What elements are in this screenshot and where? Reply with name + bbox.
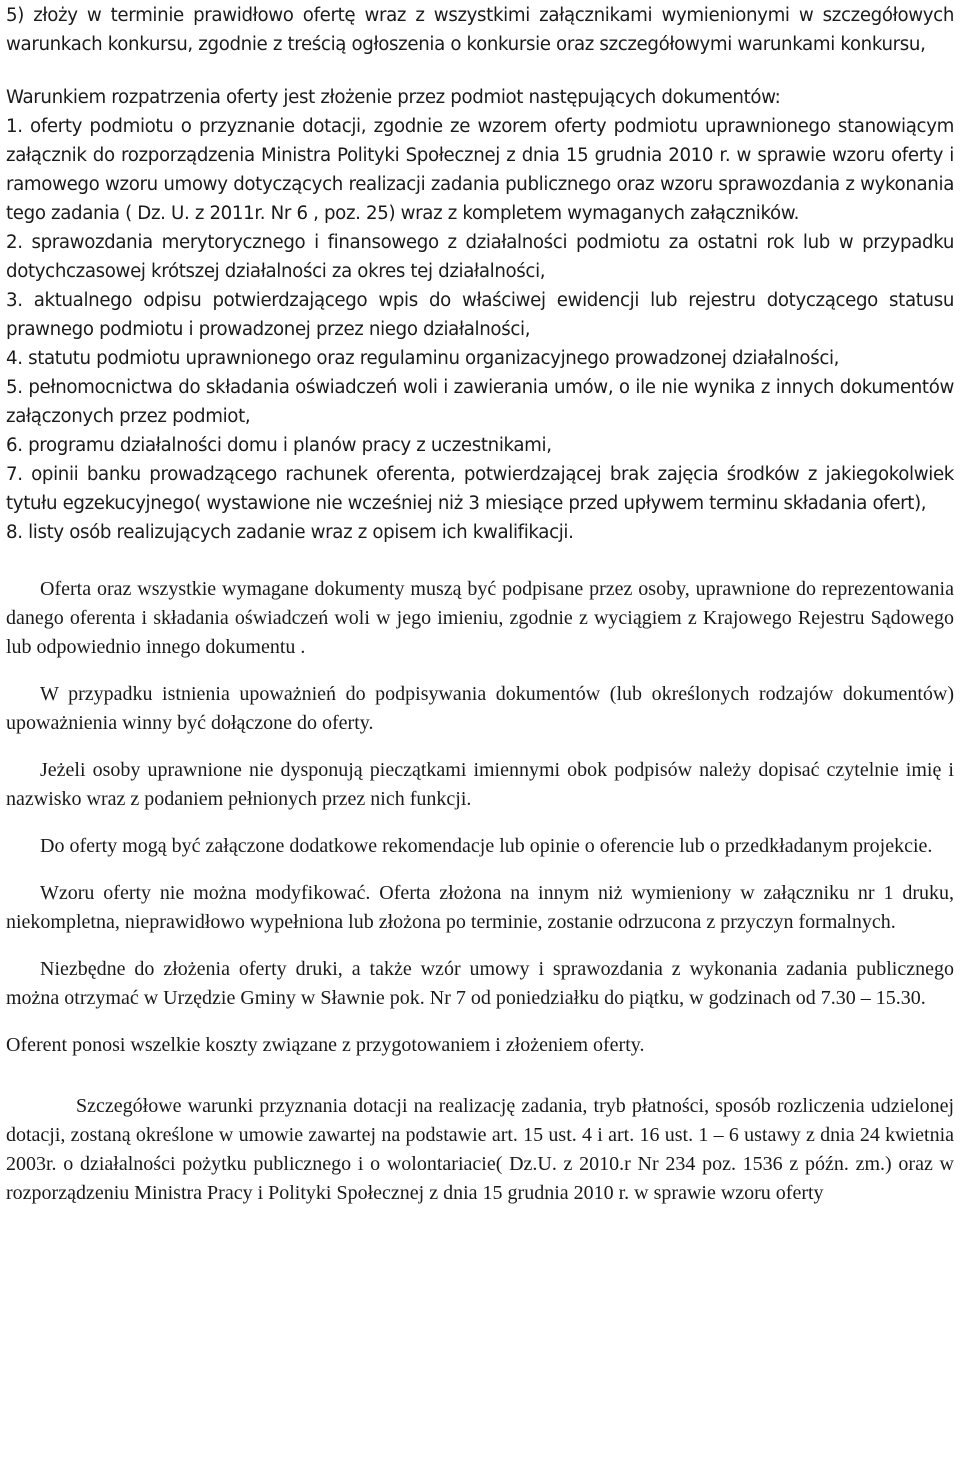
document-item-8: 8. listy osób realizujących zadanie wraz z opisem ich kwalifikacji. (6, 522, 574, 543)
form-paragraph: Wzoru oferty nie można modyfikować. Oferta złożona na innym niż wymieniony w załączniku nr 1 druku, niekompletna, nieprawidłowo wypełniona lub złożona po terminie, zostanie odrzucona z przyczyn formalnych. (6, 882, 954, 933)
document-item-1: 1. oferty podmiotu o przyznanie dotacji, zgodnie ze wzorem oferty podmiotu uprawnionego stanowiącym załącznik do rozporządzenia Ministra Polityki Społecznej z dnia 15 grudnia 2010 r. w sprawie wzoru oferty i ramowego wzoru umowy dotyczących realizacji zadania publicznego oraz wzoru sprawozdania z wykonania tego zadania ( Dz. U. z 2011r. Nr 6 , poz. 25) wraz z kompletem wymaganych załączników. (6, 116, 954, 224)
item-5-paragraph: 5) złoży w terminie prawidłowo ofertę wraz z wszystkimi załącznikami wymienionymi w szczegółowych warunkach konkursu, zgodnie z treścią ogłoszenia o konkursie oraz szczegółowymi warunkami konkursu, (6, 5, 954, 55)
document-item-5: 5. pełnomocnictwa do składania oświadczeń woli i zawierania umów, o ile nie wynika z innych dokumentów załączonych przez podmiot, (6, 377, 954, 427)
document-item-4: 4. statutu podmiotu uprawnionego oraz regulaminu organizacyjnego prowadzonej działalności, (6, 348, 840, 369)
document-item-7: 7. opinii banku prowadzącego rachunek oferenta, potwierdzającej brak zajęcia środków z jakiegokolwiek tytułu egzekucyjnego( wystawione nie wcześniej niż 3 miesiące przed upływem terminu składania ofert), (6, 464, 954, 514)
required-documents-list (6, 112, 954, 547)
grant-conditions-paragraph: Szczegółowe warunki przyznania dotacji na realizację zadania, tryb płatności, sposób rozliczenia udzielonej dotacji, zostaną określone w umowie zawartej na podstawie art. 15 ust. 4 i art. 16 ust. 1 – 6 ustawy z dnia 24 kwietnia 2003r. o działalności pożytku publicznego i o wolontariacie( Dz.U. z 2010.r Nr 234 poz. 1536 z późn. zm.) oraz w rozporządzeniu Ministra Pracy i Polityki Społecznej z dnia 15 grudnia 2010 r. w sprawie wzoru oferty (6, 1095, 954, 1204)
authorization-paragraph: W przypadku istnienia upoważnień do podpisywania dokumentów (lub określonych rodzajów dokumentów) upoważnienia winny być dołączone do oferty. (6, 683, 954, 734)
recommendations-paragraph: Do oferty mogą być załączone dodatkowe rekomendacje lub opinie o oferencie lub o przedkładanym projekcie. (40, 835, 933, 857)
signatures-paragraph: Oferta oraz wszystkie wymagane dokumenty muszą być podpisane przez osoby, uprawnione do reprezentowania danego oferenta i składania oświadczeń woli w jego imieniu, zgodnie z wyciągiem z Krajowego Rejestru Sądowego lub odpowiednio innego dokumentu . (6, 578, 954, 658)
document-item-6: 6. programu działalności domu i planów pracy z uczestnikami, (6, 435, 552, 456)
costs-paragraph: Oferent ponosi wszelkie koszty związane z przygotowaniem i złożeniem oferty. (6, 1034, 645, 1056)
document-page (6, 0, 954, 1208)
stamps-paragraph: Jeżeli osoby uprawnione nie dysponują pieczątkami imiennymi obok podpisów należy dopisać czytelnie imię i nazwisko wraz z podaniem pełnionych przez nich funkcji. (6, 759, 954, 810)
document-item-2: 2. sprawozdania merytorycznego i finansowego z działalności podmiotu za ostatni rok lub w przypadku dotychczasowej krótszej działalności za okres tej działalności, (6, 232, 954, 282)
condition-intro: Warunkiem rozpatrzenia oferty jest złożenie przez podmiot następujących dokumentów: (6, 87, 781, 108)
document-item-3: 3. aktualnego odpisu potwierdzającego wpis do właściwej ewidencji lub rejestru dotyczącego statusu prawnego podmiotu i prowadzonej przez niego działalności, (6, 290, 954, 340)
forms-available-paragraph: Niezbędne do złożenia oferty druki, a także wzór umowy i sprawozdania z wykonania zadania publicznego można otrzymać w Urzędzie Gminy w Sławnie pok. Nr 7 od poniedziałku do piątku, w godzinach od 7.30 – 15.30. (6, 958, 954, 1009)
